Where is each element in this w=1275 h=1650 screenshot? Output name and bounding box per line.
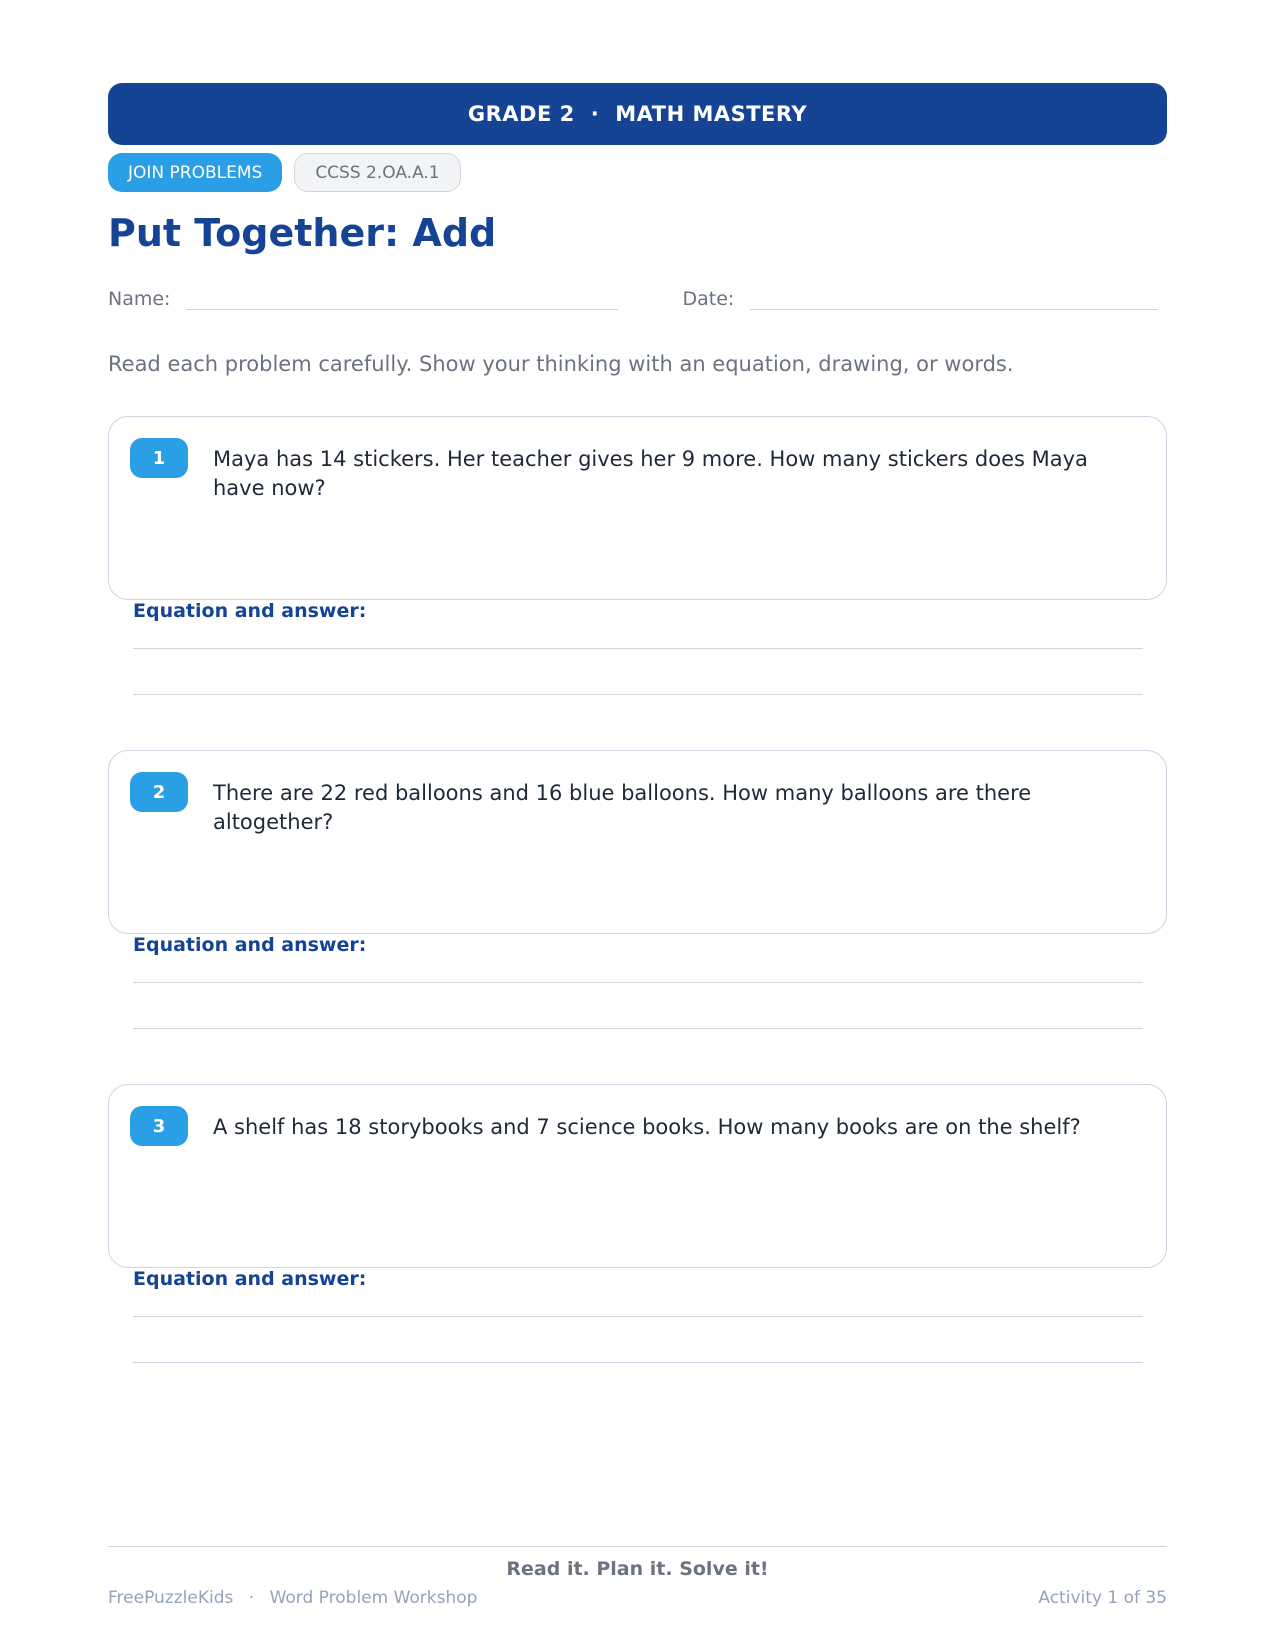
brand-name: FreePuzzleKids (108, 1588, 234, 1608)
answer-line[interactable] (133, 1316, 1143, 1317)
answer-line[interactable] (133, 1362, 1143, 1363)
grade-label: GRADE 2 (467, 102, 575, 126)
answer-line[interactable] (133, 982, 1143, 983)
answer-label: Equation and answer: (133, 934, 367, 956)
problem-card (108, 750, 1167, 934)
answer-line[interactable] (133, 1028, 1143, 1029)
answer-label: Equation and answer: (133, 1268, 367, 1290)
problem-type-badge: JOIN PROBLEMS (108, 153, 282, 192)
problem-card (108, 416, 1167, 600)
date-line[interactable] (750, 286, 1158, 310)
collection-name: Word Problem Workshop (269, 1588, 478, 1608)
answer-line[interactable] (133, 648, 1143, 649)
date-field[interactable] (682, 286, 1158, 310)
footer-credit (108, 1588, 477, 1608)
name-label: Name: (108, 288, 171, 310)
worksheet (108, 83, 1167, 378)
answer-label: Equation and answer: (133, 600, 367, 622)
activity-counter: Activity 1 of 35 (1038, 1588, 1167, 1608)
header-separator: · (590, 102, 600, 126)
page-title: Put Together: Add (108, 211, 497, 255)
footer-motto: Read it. Plan it. Solve it! (506, 1558, 769, 1580)
problem-number-badge: 1 (130, 438, 188, 478)
instructions: Read each problem carefully. Show your thinking with an equation, drawing, or words. (108, 352, 1014, 376)
student-fields (108, 282, 1167, 310)
footer-divider (108, 1546, 1167, 1547)
problem-text: There are 22 red balloons and 16 blue balloons. How many balloons are there altogether? (213, 781, 1032, 834)
answer-line[interactable] (133, 694, 1143, 695)
footer-separator: · (248, 1588, 255, 1608)
standard-badge: CCSS 2.OA.A.1 (294, 153, 460, 192)
problem-text: Maya has 14 stickers. Her teacher gives her 9 more. How many stickers does Maya have now? (213, 447, 1088, 500)
date-label: Date: (682, 288, 735, 310)
name-line[interactable] (186, 286, 618, 310)
problem-number-badge: 3 (130, 1106, 188, 1146)
name-field[interactable] (108, 286, 618, 310)
header-banner (108, 83, 1167, 145)
series-label: MATH MASTERY (615, 102, 808, 126)
problem-card (108, 1084, 1167, 1268)
tag-row (108, 153, 1167, 192)
problem-number-badge: 2 (130, 772, 188, 812)
problem-text: A shelf has 18 storybooks and 7 science books. How many books are on the shelf? (213, 1115, 1081, 1139)
